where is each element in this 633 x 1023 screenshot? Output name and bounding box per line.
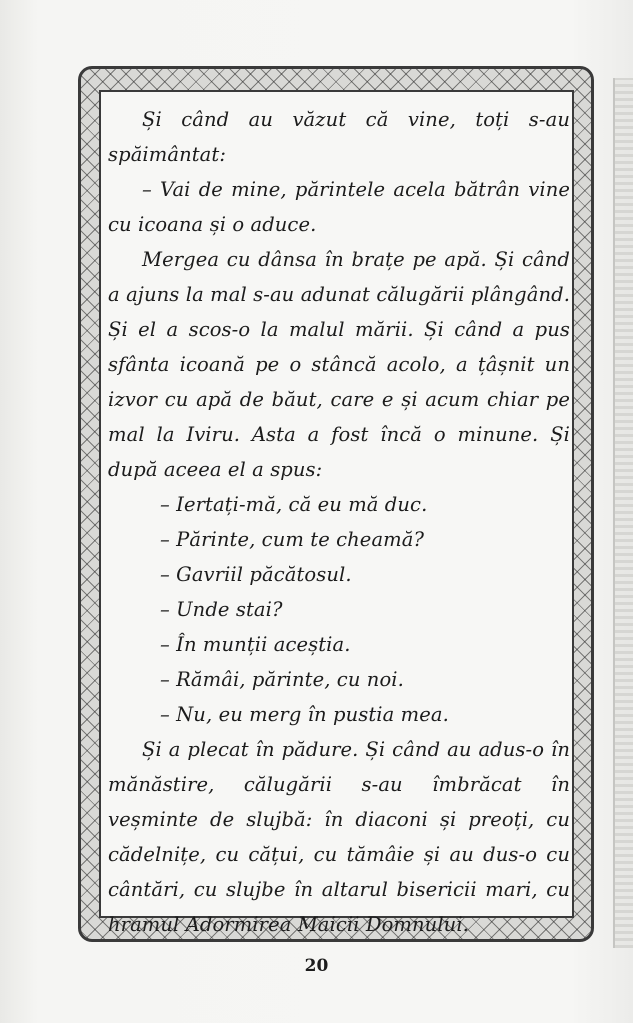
dialog-line: – În munții aceștia. xyxy=(160,633,351,656)
dialog-line: – Iertați-mă, că eu mă duc. xyxy=(160,493,428,516)
dialog-line: – Gavriil păcătosul. xyxy=(160,563,352,586)
paragraph: – Vai de mine, părintele acela bătrân vine cu icoana și o aduce. xyxy=(108,178,570,236)
dialog-line: – Unde stai? xyxy=(160,598,283,621)
page-number: 20 xyxy=(304,956,329,976)
paragraph: Mergea cu dânsa în brațe pe apă. Și când a ajuns la mal s-au adunat călugării plângând. Și el a scos-o la malul mării. Și când a pus sfânta icoană pe o stâncă acolo, a țâșnit un izvor cu apă de băut, care e și acum chiar pe mal la Iviru. Asta a fost încă o minune. Și după aceea el a spus: xyxy=(108,248,570,481)
adjacent-page-edge xyxy=(613,78,633,948)
paragraph: Și când au văzut că vine, toți s-au spăimântat: xyxy=(108,108,570,166)
dialog-line: – Nu, eu merg în pustia mea. xyxy=(160,703,449,726)
body-text xyxy=(108,102,570,942)
paragraph: Și a plecat în pădure. Și când au adus-o în mănăstire, călugării s-au îmbrăcat în veșminte de slujbă: în diaconi și preoți, cu cădelnițe, cu cățui, cu tămâie și au dus-o cu cântări, cu slujbe în altarul bisericii mari, cu hramul Adormirea Maicii Domnului. xyxy=(108,738,570,936)
dialog-line: – Părinte, cum te cheamă? xyxy=(160,528,425,551)
dialog-line: – Rămâi, părinte, cu noi. xyxy=(160,668,404,691)
